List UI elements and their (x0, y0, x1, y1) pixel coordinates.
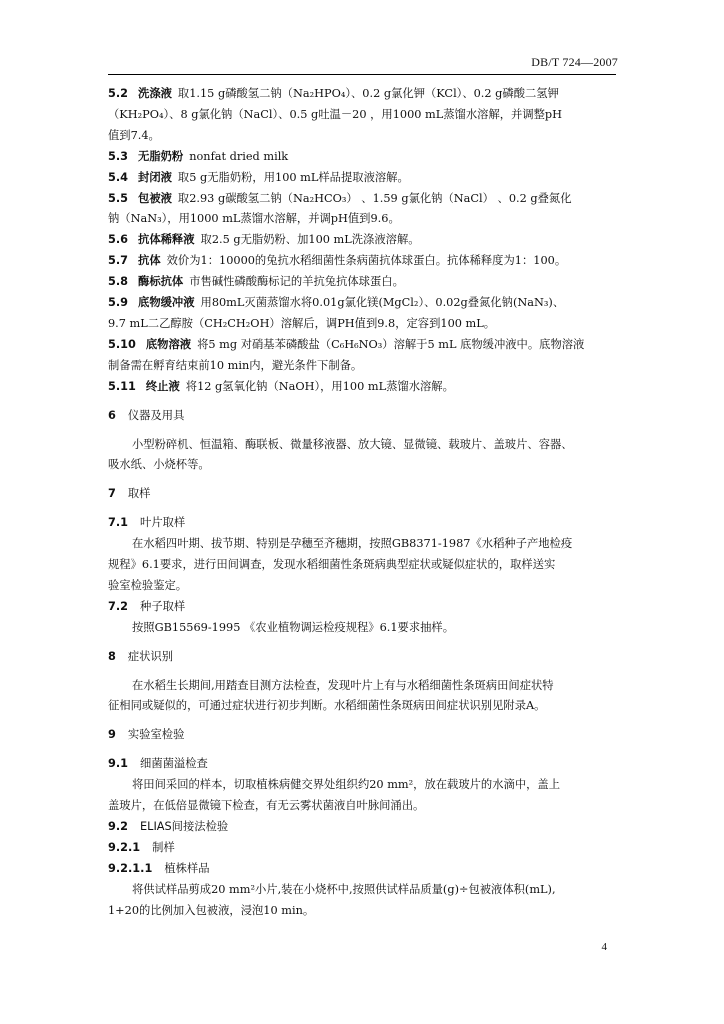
section-number: 7.2 (108, 599, 129, 613)
clause-term: 终止液 (145, 379, 180, 393)
document-body (108, 84, 616, 922)
section-heading-9-2-1 (108, 838, 616, 859)
clause-5-11 (108, 377, 616, 398)
section-heading-7-1 (108, 513, 616, 534)
section-number: 6 (108, 408, 116, 422)
paragraph: 将田间采回的样本，切取植株病健交界处组织约20 mm²，放在载玻片的水滴中，盖上 (132, 778, 561, 792)
clause-number: 5.3 (108, 149, 129, 163)
clause-number: 5.6 (108, 233, 129, 247)
clause-5-8 (108, 272, 616, 293)
clause-term: 抗体 (138, 254, 161, 268)
clause-text: 值到7.4。 (108, 128, 160, 142)
clause-term: 无脂奶粉 (138, 149, 184, 163)
header-rule (108, 74, 616, 75)
section-heading-9-1 (108, 754, 616, 775)
clause-text: 钠（NaN₃），用1000 mL蒸馏水溶解，并调pH值到9.6。 (108, 212, 400, 226)
clause-term: 底物缓冲液 (138, 296, 195, 310)
clause-5-5 (108, 189, 616, 231)
section-heading-7 (108, 484, 616, 505)
clause-term: 底物溶液 (145, 337, 192, 351)
section-number: 9.2 (108, 820, 129, 833)
section-title: 症状识别 (127, 649, 174, 663)
clause-term: 抗体稀释液 (138, 233, 195, 247)
section-title: 叶片取样 (140, 516, 186, 530)
section-number: 7 (108, 487, 116, 501)
section-heading-9-2 (108, 817, 616, 838)
clause-number: 5.8 (108, 275, 129, 289)
section-title: 实验室检验 (127, 728, 185, 742)
paragraph: 在水稻生长期间,用踏查目测方法检查，发现叶片上有与水稻细菌性条斑病田间症状特 (132, 678, 554, 692)
clause-text: 取5 g无脂奶粉，用100 mL样品提取液溶解。 (177, 170, 409, 184)
clause-number: 5.9 (108, 296, 129, 310)
page-number: 4 (601, 941, 607, 953)
clause-5-6 (108, 230, 616, 251)
section-number: 7.1 (108, 516, 129, 530)
clause-term: 封闭液 (138, 170, 172, 184)
clause-number: 5.4 (108, 170, 129, 184)
clause-text: 取2.93 g碳酸氢二钠（Na₂HCO₃） 、1.59 g氯化钠（NaCl） 、0.2 g叠氮化 (177, 191, 572, 205)
clause-5-4 (108, 168, 616, 189)
section-heading-7-2 (108, 597, 616, 618)
clause-term: 酶标抗体 (138, 275, 184, 289)
section-title: 制样 (152, 840, 175, 854)
clause-text: nonfat dried milk (189, 149, 289, 163)
paragraph: 按照GB15569-1995 《农业植物调运检疫规程》6.1要求抽样。 (132, 620, 455, 634)
section-number: 8 (108, 649, 116, 663)
clause-text: 效价为1：10000的兔抗水稻细菌性条病菌抗体球蛋白。抗体稀释度为1：100。 (166, 254, 567, 268)
section-title: 取样 (127, 487, 151, 501)
clause-5-10 (108, 335, 616, 377)
clause-number: 5.7 (108, 254, 129, 268)
clause-5-9 (108, 293, 616, 335)
section-title: 仪器及用具 (127, 408, 185, 422)
paragraph: 在水稻四叶期、拔节期、特别是孕穗至齐穗期，按照GB8371-1987《水稻种子产地检疫 (132, 537, 573, 551)
clause-term: 包被液 (138, 191, 172, 205)
clause-number: 5.5 (108, 191, 129, 205)
section-title: 种子取样 (140, 599, 186, 613)
clause-term: 洗涤液 (138, 87, 172, 100)
clause-text: 取2.5 g无脂奶粉、加100 mL洗涤液溶解。 (200, 233, 420, 247)
paragraph: 盖玻片，在低倍显微镜下检查，有无云雾状菌液自叶脉间涌出。 (108, 799, 425, 813)
section-number: 9.1 (108, 757, 129, 771)
clause-5-7 (108, 251, 616, 272)
clause-text: 取1.15 g磷酸氢二钠（Na₂HPO₄）、0.2 g氯化钾（KCl）、0.2 g磷酸二氢钾 (177, 87, 559, 100)
section-title: 细菌菌溢检查 (140, 757, 208, 771)
paragraph: 规程》6.1要求，进行田间调查，发现水稻细菌性条斑病典型症状或疑似症状的，取样送实 (108, 558, 556, 572)
paragraph: 将供试样品剪成20 mm²小片,装在小烧杯中,按照供试样品质量(g)÷包被液体积(mL), (132, 882, 556, 896)
clause-text: 将12 g氢氧化钠（NaOH），用100 mL蒸馏水溶解。 (185, 379, 454, 393)
section-heading-9 (108, 725, 616, 746)
paragraph: 小型粉碎机、恒温箱、酶联板、微量移液器、放大镜、显微镜、载玻片、盖玻片、容器、 (132, 437, 573, 451)
section-heading-8 (108, 647, 616, 668)
section-number: 9.2.1.1 (108, 861, 153, 875)
clause-number: 5.2 (108, 87, 129, 100)
clause-text: 制备需在孵育结束前10 min内，避光条件下制备。 (108, 358, 363, 372)
section-number: 9.2.1 (108, 840, 141, 854)
standard-code: DB/T 724—2007 (531, 55, 618, 69)
paragraph: 征相同或疑似的，可通过症状进行初步判断。水稻细菌性条斑病田间症状识别见附录A。 (108, 699, 546, 713)
paragraph: 吸水纸、小烧杯等。 (108, 458, 210, 472)
clause-number: 5.10 (108, 337, 136, 351)
clause-text: （KH₂PO₄）、8 g氯化钠（NaCl）、0.5 g吐温－20 ，用1000 mL蒸馏水溶解，并调整pH (108, 107, 563, 121)
clause-text: 用80mL灭菌蒸馏水将0.01g氯化镁(MgCl₂）、0.02g叠氮化钠(NaN₃)、 (200, 296, 565, 310)
paragraph: 验室检验鉴定。 (108, 578, 188, 592)
section-title: 植株样品 (164, 861, 210, 875)
paragraph: 1+20的比例加入包被液，浸泡10 min。 (108, 903, 315, 917)
clause-number: 5.11 (108, 379, 136, 393)
clause-5-3 (108, 147, 616, 168)
section-heading-6 (108, 406, 616, 427)
section-heading-9-2-1-1 (108, 859, 616, 880)
clause-text: 市售碱性磷酸酶标记的羊抗兔抗体球蛋白。 (189, 275, 404, 289)
clause-text: 9.7 mL二乙醇胺（CH₂CH₂OH）溶解后，调PH值到9.8，定容到100 mL。 (108, 316, 496, 330)
section-number: 9 (108, 728, 116, 742)
clause-text: 将5 mg 对硝基苯磷酸盐（C₆H₆NO₃）溶解于5 mL 底物缓冲液中。底物溶液 (197, 337, 585, 351)
section-title: ELIAS间接法检验 (140, 820, 229, 833)
clause-5-2 (108, 84, 616, 147)
